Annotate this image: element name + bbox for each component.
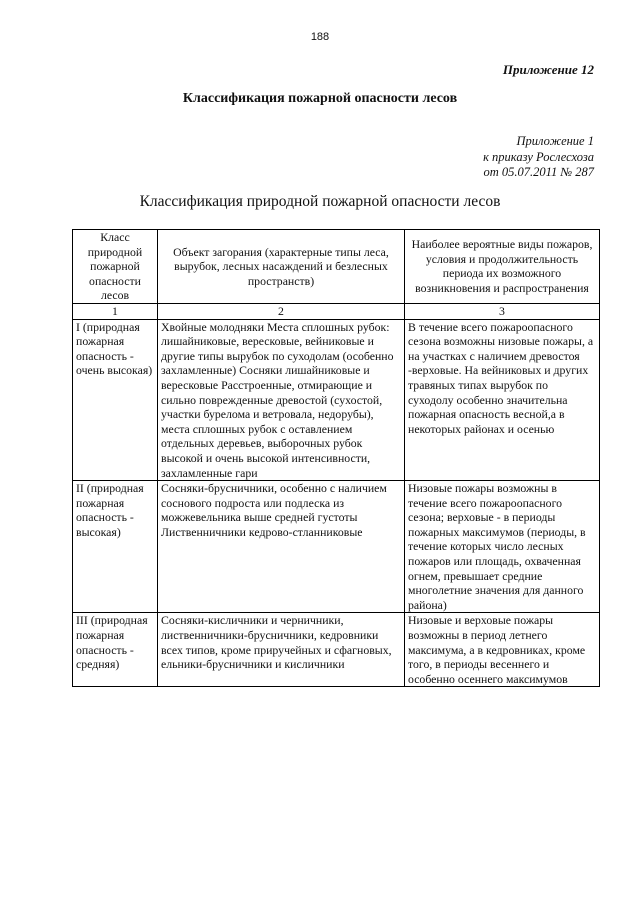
table-row [73, 613, 600, 687]
objects-cell: Сосняки-брусничники, особенно с наличием соснового подроста или подлеска из можжевельника выше средней густоты Лиственничники кедрово-стланниковые [158, 481, 405, 613]
column-number-row [73, 303, 600, 319]
appendix-label: Приложение 12 [502, 62, 594, 77]
class-cell: I (природная пожарная опасность - очень высокая) [73, 319, 158, 481]
fires-cell: В течение всего пожароопасного сезона возможны низовые пожары, а на участках с наличием древостоя -верховые. На вейниковых и других травяных типах вырубок по суходолу особенно значительна пожарная опасность весной,а в некоторых районах и осенью [405, 319, 600, 481]
objects-cell: Сосняки-кисличники и черничники, лиственничники-брусничники, кедровники всех типов, кроме приручейных и сфагновых, ельники-брусничники и кисличники [158, 613, 405, 687]
header-fires: Наиболее вероятные виды пожаров, условия и продолжительность периода их возможного возникновения и распространения [405, 230, 600, 304]
header-objects: Объект загорания (характерные типы леса, вырубок, лесных насаждений и безлесных пространств) [158, 230, 405, 304]
class-cell: II (природная пожарная опасность - высокая) [73, 481, 158, 613]
table-header-row [73, 230, 600, 304]
document-title: Классификация пожарной опасности лесов [182, 91, 458, 106]
table-title: Классификация природной пожарной опасности лесов [139, 193, 501, 210]
column-number: 2 [158, 303, 405, 319]
class-cell: III (природная пожарная опасность - средняя) [73, 613, 158, 687]
table-row [73, 319, 600, 481]
page-number: 188 [310, 31, 330, 43]
column-number: 1 [73, 303, 158, 319]
objects-cell: Хвойные молодняки Места сплошных рубок: лишайниковые, вересковые, вейниковые и другие типы вырубок по суходолам (особенно захламленные) Сосняки лишайниковые и вересковые Расстроенные, отмирающие и сильно поврежденные древостой (сухостой, участки бурелома и ветровала, недорубы), места сплошных рубок с оставлением отдельных деревьев, выборочных рубок высокой и очень высокой интенсивности, захламленные гари [158, 319, 405, 481]
table-row [73, 481, 600, 613]
fires-cell: Низовые пожары возможны в течение всего пожароопасного сезона; верховые - в периоды пожарных максимумов (периоды, в течение которых число лесных пожаров или площадь, охваченная огнем, превышает средние многолетние значения для данного района) [405, 481, 600, 613]
classification-table [72, 229, 600, 687]
order-name: к приказу Рослесхоза [483, 149, 594, 164]
order-appendix: Приложение 1 [516, 134, 594, 148]
header-class: Класс природной пожарной опасности лесов [73, 230, 158, 304]
order-date: от 05.07.2011 № 287 [483, 165, 594, 179]
fires-cell: Низовые и верховые пожары возможны в период летнего максимума, а в кедровниках, кроме того, в периоды весеннего и особенно осеннего максимумов [405, 613, 600, 687]
column-number: 3 [405, 303, 600, 319]
order-reference [483, 134, 594, 181]
